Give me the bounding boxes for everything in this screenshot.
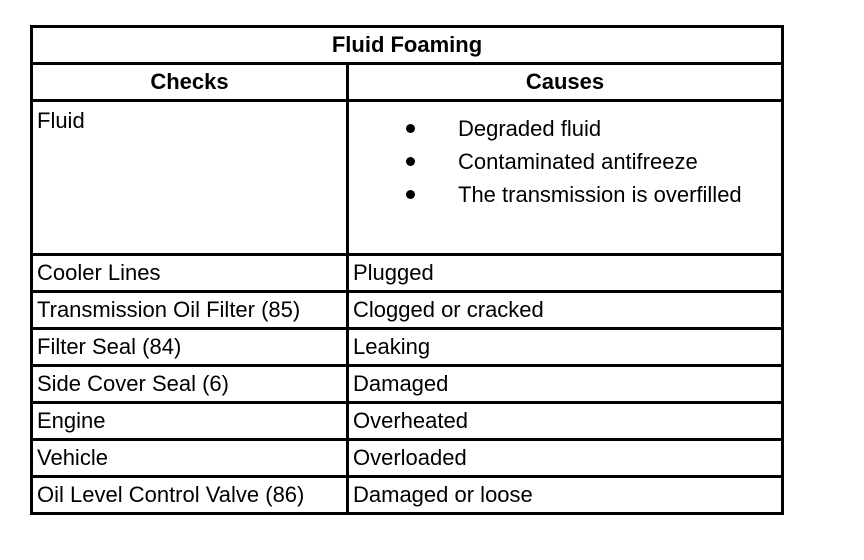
cause-bullet-list bbox=[353, 112, 777, 211]
check-cell: Fluid bbox=[32, 101, 348, 255]
column-header-causes: Causes bbox=[348, 64, 783, 101]
cause-cell: Overheated bbox=[348, 403, 783, 440]
check-cell: Oil Level Control Valve (86) bbox=[32, 477, 348, 514]
check-cell: Transmission Oil Filter (85) bbox=[32, 292, 348, 329]
table-row bbox=[32, 292, 783, 329]
table-row bbox=[32, 366, 783, 403]
cause-text: Contaminated antifreeze bbox=[458, 148, 698, 174]
cause-cell: Leaking bbox=[348, 329, 783, 366]
table-row bbox=[32, 403, 783, 440]
column-header-checks: Checks bbox=[32, 64, 348, 101]
cause-cell: Plugged bbox=[348, 255, 783, 292]
bullet-icon bbox=[406, 124, 415, 133]
bullet-icon bbox=[406, 157, 415, 166]
check-cell: Engine bbox=[32, 403, 348, 440]
table-row bbox=[32, 440, 783, 477]
cause-text: The transmission is overfilled bbox=[458, 181, 742, 207]
list-item bbox=[353, 112, 777, 145]
cause-cell: Overloaded bbox=[348, 440, 783, 477]
check-cell: Filter Seal (84) bbox=[32, 329, 348, 366]
check-cell: Cooler Lines bbox=[32, 255, 348, 292]
table-row bbox=[32, 329, 783, 366]
cause-cell: Damaged bbox=[348, 366, 783, 403]
header-row bbox=[32, 64, 783, 101]
check-cell: Side Cover Seal (6) bbox=[32, 366, 348, 403]
cause-cell bbox=[348, 101, 783, 255]
bullet-icon bbox=[406, 190, 415, 199]
cause-cell: Clogged or cracked bbox=[348, 292, 783, 329]
list-item bbox=[353, 178, 777, 211]
title-row bbox=[32, 27, 783, 64]
table-row bbox=[32, 477, 783, 514]
table-row-fluid bbox=[32, 101, 783, 255]
table-row bbox=[32, 255, 783, 292]
list-item bbox=[353, 145, 777, 178]
table-title: Fluid Foaming bbox=[32, 27, 783, 64]
diagnosis-table bbox=[30, 25, 784, 515]
check-cell: Vehicle bbox=[32, 440, 348, 477]
cause-cell: Damaged or loose bbox=[348, 477, 783, 514]
cause-text: Degraded fluid bbox=[458, 115, 602, 141]
